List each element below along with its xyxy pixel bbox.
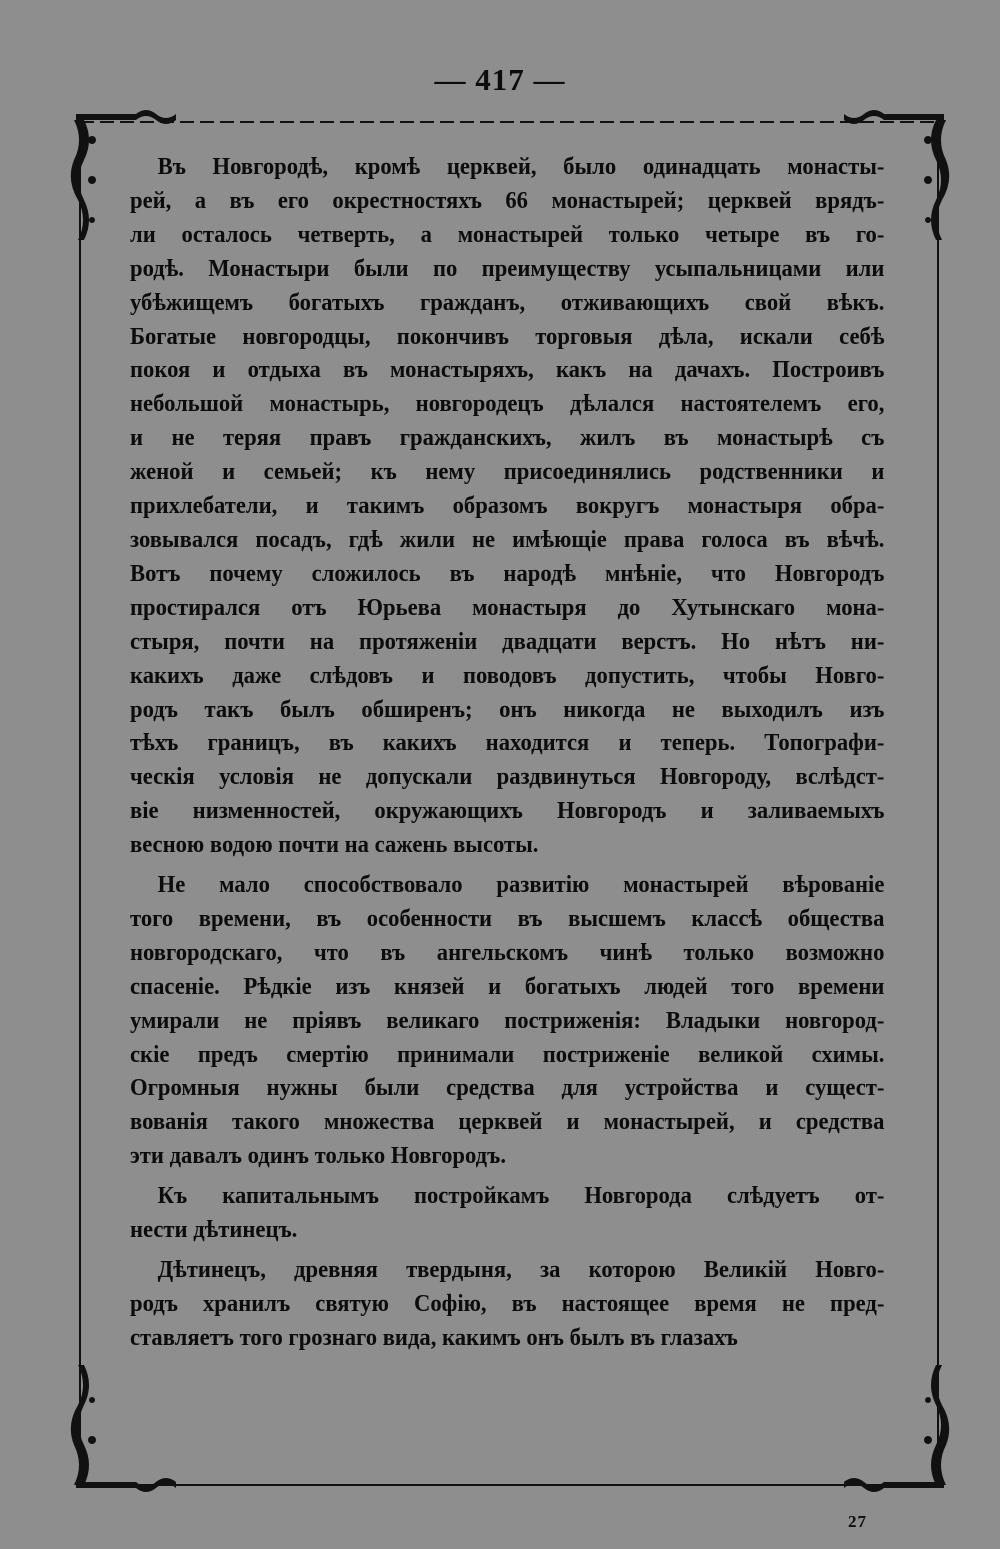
text-line: ческія условія не допускали раздвинуться Новгороду, вслѣдст- [130,763,885,791]
text-line: Въ Новгородѣ, кромѣ церквей, было одинадцать монасты- [157,153,885,180]
text-line: прихлебатели, и такимъ образомъ вокругъ монастыря обра- [130,492,885,520]
text-line: Не мало способствовало развитію монастырей вѣрованіе [157,871,885,899]
paragraph-1 [130,150,884,862]
text-line: тѣхъ границъ, въ какихъ находится и теперь. Топографи- [130,729,885,757]
text-line: Къ капитальнымъ постройкамъ Новгорода слѣдуетъ от- [157,1182,885,1210]
signature-mark: 27 [848,1512,867,1531]
paragraph-3 [130,1179,884,1247]
body-text [130,150,884,1355]
text-line: рей, а въ его окрестностяхъ 66 монастырей; церквей врядъ- [130,186,885,214]
text-line: и не теряя правъ гражданскихъ, жилъ въ монастырѣ съ [130,424,885,452]
text-line: Вотъ почему сложилось въ народѣ мнѣніе, что Новгородъ [130,559,885,587]
text-line: ставляетъ того грознаго вида, какимъ онъ былъ въ глазахъ [130,1323,738,1351]
text-line: покоя и отдыха въ монастыряхъ, какъ на дачахъ. Построивъ [130,356,885,384]
text-line: стыря, почти на протяженіи двадцати верстъ. Но нѣтъ ни- [130,627,885,655]
text-line: зовывался посадъ, гдѣ жили не имѣющіе права голоса въ вѣчѣ. [130,525,885,553]
text-line: Огромныя нужны были средства для устройства и сущест- [130,1074,885,1102]
text-line: какихъ даже слѣдовъ и поводовъ допустить, чтобы Новго- [130,661,885,689]
corner-ornament-bottom-right-icon [844,1365,949,1492]
text-line: эти давалъ одинъ только Новгородъ. [130,1142,506,1170]
text-line: родъ хранилъ святую Софію, въ настоящее время не пред- [130,1289,885,1317]
text-line: скіе предъ смертію принимали постриженіе великой схимы. [130,1040,885,1068]
text-line: весною водою почти на сажень высоты. [130,831,539,859]
text-line: того времени, въ особенности въ высшемъ классѣ общества [130,904,885,932]
text-line: новгородскаго, что въ ангельскомъ чинѣ только возможно [130,938,885,966]
text-line: ли осталось четверть, а монастырей только четыре въ го- [130,220,885,248]
text-line: Дѣтинецъ, древняя твердыня, за которою Великій Новго- [157,1256,885,1283]
text-line: убѣжищемъ богатыхъ гражданъ, отживающихъ свой вѣкъ. [130,288,885,316]
text-line: віе низменностей, окружающихъ Новгородъ и заливаемыхъ [130,797,885,825]
text-line: вованія такого множества церквей и монастырей, и средства [130,1108,885,1136]
text-line: спасеніе. Рѣдкіе изъ князей и богатыхъ людей того времени [130,972,885,1000]
paragraph-4 [130,1253,884,1355]
text-line: родѣ. Монастыри были по преимуществу усыпальницами или [130,254,885,282]
text-line: нести дѣтинецъ. [130,1216,298,1244]
text-line: Богатые новгородцы, покончивъ торговыя дѣла, искали себѣ [130,322,885,350]
text-line: небольшой монастырь, новгородецъ дѣлался настоятелемъ его, [130,390,885,418]
text-line: женой и семьей; къ нему присоединялись родственники и [130,458,885,486]
text-line: умирали не пріявъ великаго постриженія: Владыки новгород- [130,1006,885,1034]
corner-ornament-bottom-left-icon [71,1365,176,1492]
text-line: простирался отъ Юрьева монастыря до Хутынскаго мона- [130,593,885,621]
text-line: родъ такъ былъ обширенъ; онъ никогда не выходилъ изъ [130,695,885,723]
paragraph-2 [130,868,884,1173]
page-number: — 417 — [434,62,566,97]
